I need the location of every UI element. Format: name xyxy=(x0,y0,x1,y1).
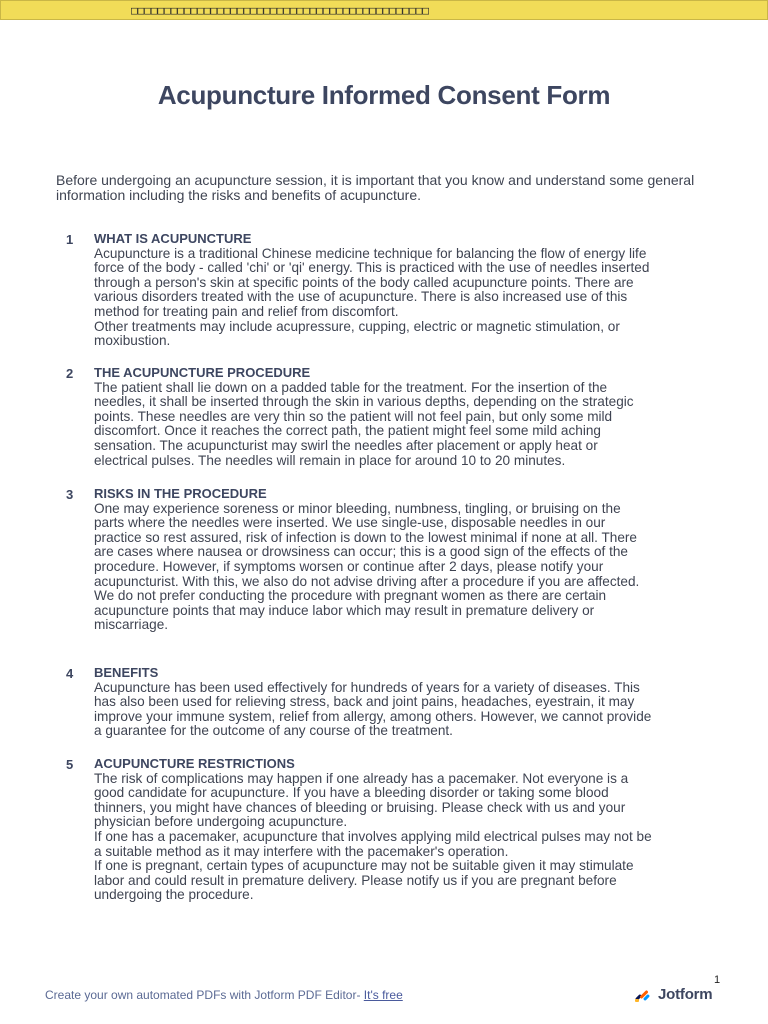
section-number: 4 xyxy=(66,666,74,681)
intro-paragraph: Before undergoing an acupuncture session, it is important that you know and understand some general information including the risks and benefits of acupuncture. xyxy=(56,172,695,203)
section-paragraph: Acupuncture is a traditional Chinese medicine technique for balancing the flow of energy life force of the body - called 'chi' or 'qi' energy. This is practiced with the use of needles inserted through a person's skin at specific points of the body called acupuncture points. There are various disorders treated with the use of acupuncture. There is also increased use of this method for treating pain and relief from discomfort. xyxy=(94,245,650,319)
section-heading: RISKS IN THE PROCEDURE xyxy=(94,486,267,501)
section-paragraph: The patient shall lie down on a padded table for the treatment. For the insertion of the needles, it shall be inserted through the skin in various depths, depending on the strategic points. These needles are very thin so the patient will not feel pain, but only some mild discomfort. Once it reaches the correct path, the patient might feel some mild aching sensation. The acupuncturist may swirl the needles after placement or apply heat or electrical pulses. The needles will remain in place for around 10 to 20 minutes. xyxy=(94,379,634,468)
its-free-link[interactable]: It's free xyxy=(363,988,403,1002)
page-number: 1 xyxy=(714,974,721,986)
section-paragraph: We do not prefer conducting the procedure with pregnant women as there are certain acupuncture points that may induce labor which may result in premature delivery or miscarriage. xyxy=(94,588,607,633)
document-title: Acupuncture Informed Consent Form xyxy=(157,80,611,110)
jotform-brand[interactable] xyxy=(634,986,712,1003)
section-paragraph: The risk of complications may happen if one already has a pacemaker. Not everyone is a good candidate for acupuncture. If you have a bleeding disorder or taking some blood thinners, you might have chances of bleeding or bruising. Please check with us and your physician before undergoing acupuncture. xyxy=(94,770,629,830)
section-paragraph: One may experience soreness or minor bleeding, numbness, tingling, or bruising on the parts where the needles were inserted. We use single-use, disposable needles in our practice so rest assured, risk of infection is down to the lowest minimal if none at all. There are cases where nausea or drowsiness can occur; this is a good sign of the effects of the procedure. However, if symptoms worsen or continue after 2 days, please notify your acupuncturist. With this, we also do not advise driving after a procedure if you are affected. xyxy=(94,500,640,589)
banner-text: □□□□□□□□□□□□□□□□□□□□□□□□□□□□□□□□□□□□□□□□□□□□□ xyxy=(131,4,430,17)
section-number: 2 xyxy=(66,366,74,381)
section-heading: THE ACUPUNCTURE PROCEDURE xyxy=(94,365,311,380)
section-paragraph: Other treatments may include acupressure, cupping, electric or magnetic stimulation, or moxibustion. xyxy=(94,318,620,349)
section-number: 1 xyxy=(66,232,74,247)
section-body xyxy=(94,366,654,468)
section-body xyxy=(94,487,654,633)
jotform-logo-icon xyxy=(634,987,652,1003)
section-paragraph: If one has a pacemaker, acupuncture that involves applying mild electrical pulses may not be a suitable method as it may interfere with the pacemaker's operation. xyxy=(94,828,652,859)
section-number: 5 xyxy=(66,757,74,772)
section-paragraph: If one is pregnant, certain types of acupuncture may not be suitable given it may stimulate labor and could result in premature delivery. Please notify us if you are pregnant before undergoing the procedure. xyxy=(94,858,634,903)
section-body xyxy=(94,232,654,349)
section-body xyxy=(94,757,654,903)
footer-promo xyxy=(45,988,403,1002)
section-number: 3 xyxy=(66,487,74,502)
brand-name: Jotform xyxy=(658,986,713,1003)
section-heading: BENEFITS xyxy=(94,665,159,680)
footer-promo-text: Create your own automated PDFs with Jotform PDF Editor- xyxy=(45,988,364,1002)
section-paragraph: Acupuncture has been used effectively for hundreds of years for a variety of diseases. This has also been used for relieving stress, back and joint pains, headaches, eyestrain, it may improve your immune system, relief from allergy, among others. However, we cannot provide a guarantee for the outcome of any course of the treatment. xyxy=(94,679,652,739)
section-heading: ACUPUNCTURE RESTRICTIONS xyxy=(94,756,295,771)
section-heading: WHAT IS ACUPUNCTURE xyxy=(94,231,252,246)
section-body xyxy=(94,666,654,739)
top-banner xyxy=(0,0,768,20)
